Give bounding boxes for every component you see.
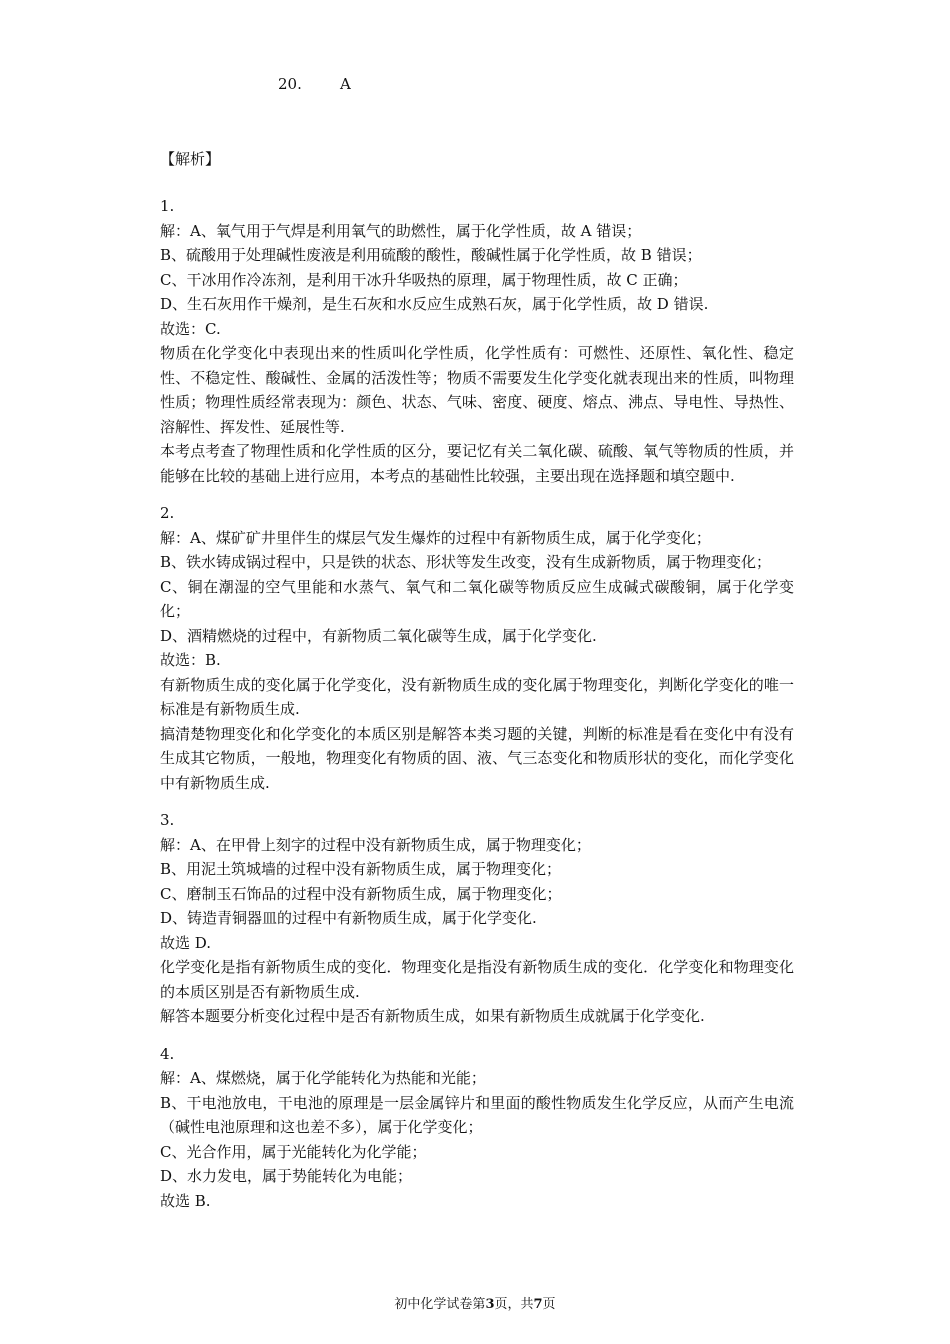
page-footer <box>0 1293 950 1312</box>
solution-line: D、酒精燃烧的过程中，有新物质二氧化碳等生成，属于化学变化. <box>160 626 597 645</box>
comment-paragraph: 解答本题要分析变化过程中是否有新物质生成，如果有新物质生成就属于化学变化. <box>160 1007 705 1025</box>
comment-paragraph: 本考点考查了物理性质和化学性质的区分，要记忆有关二氧化碳、硫酸、氧气等物质的性质，并能够在比较的基础上进行应用，本考点的基础性比较强，主要出现在选择题和填空题中. <box>160 442 794 485</box>
answer-choice: A <box>340 75 351 93</box>
solution-section-1 <box>160 194 794 488</box>
solution-line: C、磨制玉石饰品的过程中没有新物质生成，属于物理变化； <box>160 884 562 903</box>
analysis-paragraph: 化学变化是指有新物质生成的变化．物理变化是指没有新物质生成的变化．化学变化和物理变化的本质区别是否有新物质生成. <box>160 958 794 1001</box>
solution-line: 故选：C. <box>160 319 221 338</box>
solution-line: C、干冰用作冷冻剂，是利用干冰升华吸热的原理，属于物理性质，故 C 正确； <box>160 270 688 289</box>
analysis-paragraph: 有新物质生成的变化属于化学变化，没有新物质生成的变化属于物理变化，判断化学变化的唯一标准是有新物质生成. <box>160 675 794 718</box>
solution-line: 解：A、煤燃烧，属于化学能转化为热能和光能； <box>160 1069 486 1087</box>
section-number: 4. <box>160 1044 175 1063</box>
solution-line: C、铜在潮湿的空气里能和水蒸气、氧气和二氧化碳等物质反应生成碱式碳酸铜，属于化学变化； <box>160 577 794 620</box>
section-number: 1. <box>160 197 175 215</box>
solution-line: D、生石灰用作干燥剂，是生石灰和水反应生成熟石灰，属于化学性质，故 D 错误. <box>160 295 709 313</box>
analysis-heading: 【解析】 <box>160 150 221 168</box>
solution-line: B、干电池放电，干电池的原理是一层金属锌片和里面的酸性物质发生化学反应，从而产生电流（碱性电池原理和这也差不多），属于化学变化； <box>160 1093 794 1136</box>
solution-line: B、用泥土筑城墙的过程中没有新物质生成，属于物理变化； <box>160 860 562 878</box>
footer-suffix: 页 <box>542 1297 556 1312</box>
answer-row <box>278 75 351 93</box>
question-number: 20. <box>278 75 302 93</box>
solution-line: B、硫酸用于处理碱性废液是利用硫酸的酸性，酸碱性属于化学性质，故 B 错误； <box>160 246 702 264</box>
solution-line: 解：A、氧气用于气焊是利用氧气的助燃性，属于化学性质，故 A 错误； <box>160 221 642 240</box>
solution-line: 解：A、煤矿矿井里伴生的煤层气发生爆炸的过程中有新物质生成，属于化学变化； <box>160 528 711 547</box>
solution-line: C、光合作用，属于光能转化为化学能； <box>160 1142 427 1161</box>
footer-prefix: 初中化学试卷第 <box>394 1297 486 1312</box>
solution-line: D、水力发电，属于势能转化为电能； <box>160 1167 413 1185</box>
comment-paragraph: 搞清楚物理变化和化学变化的本质区别是解答本类习题的关键，判断的标准是看在变化中有没有生成其它物质，一般地，物理变化有物质的固、液、气三态变化和物质形状的变化，而化学变化中有新物质生成. <box>160 724 794 792</box>
solution-section-2 <box>160 501 794 795</box>
solution-line: B、铁水铸成锅过程中，只是铁的状态、形状等发生改变，没有生成新物质，属于物理变化； <box>160 553 772 571</box>
solution-line: 解：A、在甲骨上刻字的过程中没有新物质生成，属于物理变化； <box>160 835 591 854</box>
footer-page-number: 3 <box>485 1297 495 1312</box>
section-number: 2. <box>160 504 175 522</box>
solution-section-4 <box>160 1042 794 1214</box>
footer-total-pages: 7 <box>533 1297 543 1312</box>
solution-line: 故选 B. <box>160 1191 211 1210</box>
analysis-content <box>160 194 794 1226</box>
analysis-paragraph: 物质在化学变化中表现出来的性质叫化学性质，化学性质有：可燃性、还原性、氧化性、稳定性、不稳定性、酸碱性、金属的活泼性等；物质不需要发生化学变化就表现出来的性质，叫物理性质；物理性质经常表现为：颜色、状态、气味、密度、硬度、熔点、沸点、导电性、导热性、溶解性、挥发性、延展性等. <box>160 344 794 436</box>
solution-line: D、铸造青铜器皿的过程中有新物质生成，属于化学变化. <box>160 909 537 927</box>
solution-line: 故选 D. <box>160 933 212 952</box>
solution-line: 故选：B. <box>160 651 221 669</box>
footer-middle: 页，共 <box>494 1297 534 1312</box>
section-number: 3. <box>160 811 175 829</box>
solution-section-3 <box>160 808 794 1029</box>
